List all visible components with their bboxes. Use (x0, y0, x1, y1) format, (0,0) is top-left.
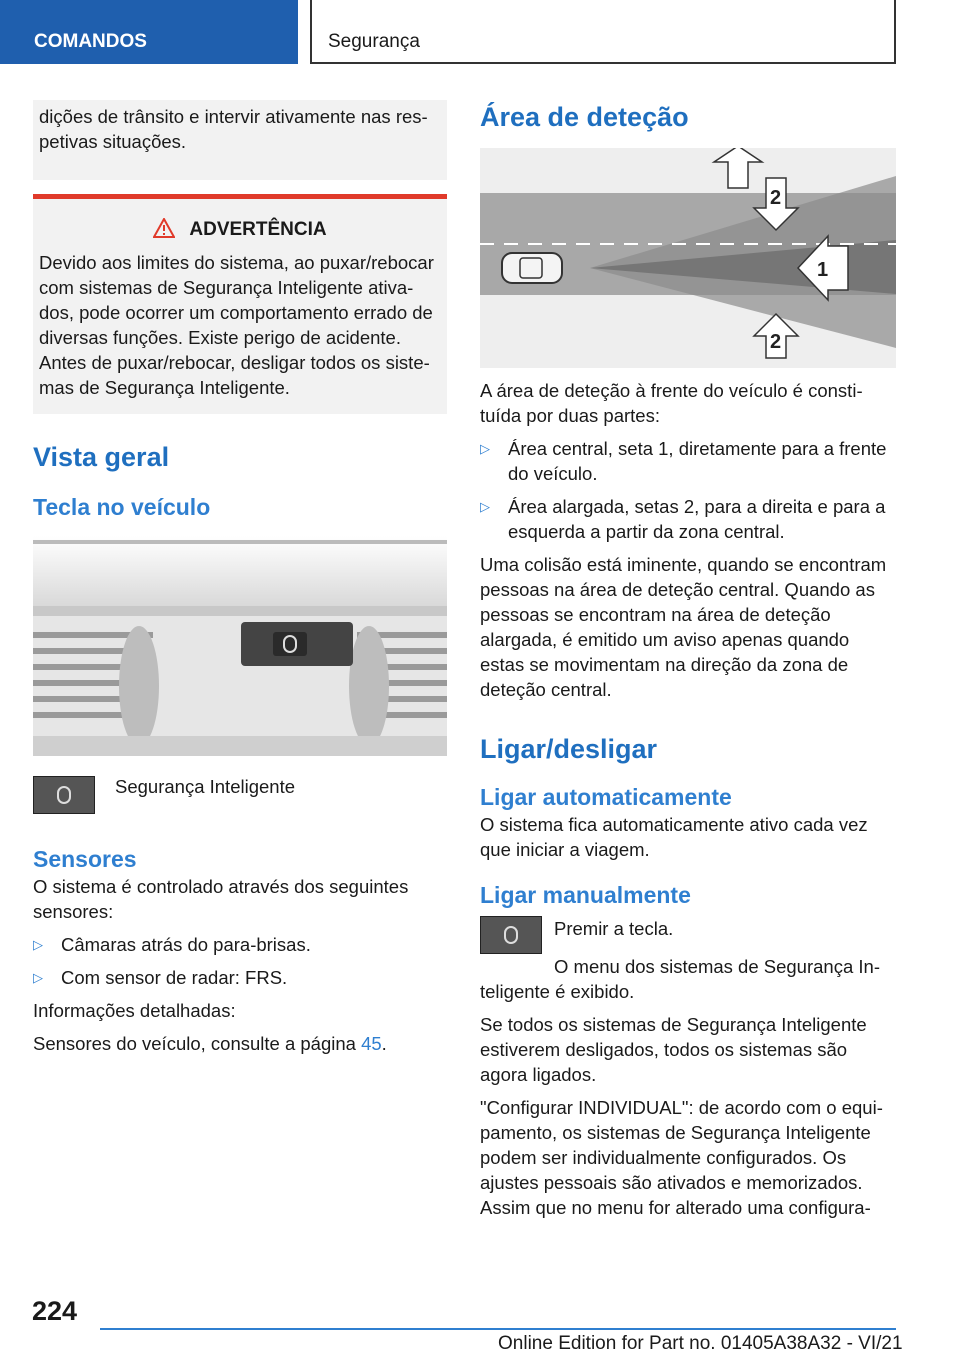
subheading-manual: Ligar manualmente (480, 882, 691, 908)
warning-title: ADVERTÊNCIA (189, 219, 327, 240)
heading-onoff: Ligar/desligar (480, 734, 658, 764)
details-reference: Sensores do veículo, consulte a página 45. (33, 1033, 387, 1054)
heading-detection: Área de deteção (480, 102, 689, 132)
button-caption: Segurança Inteligente (115, 776, 295, 797)
safety-button-icon (480, 916, 542, 954)
edition-text: Online Edition for Part no. 01405A38A32 - VI/21 (498, 1333, 903, 1354)
safety-button-icon (33, 776, 95, 814)
bullet-triangle-icon: ▷ (480, 441, 490, 456)
sensor-bullet: ▷ Câmaras atrás do para-brisas. (33, 934, 311, 955)
detection-text: Uma colisão está iminente, quando se encontram pessoas na área de deteção central. Quando as pessoas se encontram na área de deteção alargada, é emitido um aviso apenas quando estas se movimentam na direção da zona de deteção central. (480, 554, 887, 700)
left-column (33, 100, 447, 1064)
detection-bullet: ▷ Área central, seta 1, diretamente para a frente do veículo. (480, 438, 887, 484)
manual-text1: Se todos os sistemas de Segurança Inteligente estiverem desligados, todos os sistemas são agora ligados. (480, 1014, 867, 1085)
sensor-bullet: ▷ Com sensor de radar: FRS. (33, 967, 288, 988)
page-number: 224 (32, 1296, 78, 1326)
warning-triangle-icon (153, 218, 175, 246)
footer-divider (100, 1328, 896, 1330)
button-caption-row (33, 776, 447, 814)
subheading-button: Tecla no veículo (33, 494, 211, 520)
page-link[interactable]: 45 (361, 1033, 382, 1054)
manual-step1: Premir a tecla. (554, 918, 674, 939)
chapter-title: Segurança (310, 0, 896, 64)
heading-overview: Vista geral (33, 442, 170, 472)
section-tab: COMANDOS (0, 0, 298, 64)
detection-area-diagram (480, 148, 896, 368)
subheading-sensors: Sensores (33, 846, 137, 872)
subheading-auto: Ligar automaticamente (480, 784, 732, 810)
arrow-label-2-bottom: 2 (770, 331, 782, 353)
bullet-triangle-icon: ▷ (33, 937, 43, 952)
warning-text: Devido aos limites do sistema, ao puxar/rebocar com sistemas de Segurança Inteligente ativados, pode ocorrer um comportamento errado de diversas funções. Existe perigo de acidente. Antes de puxar/rebocar, desligar todos os sistemas de Segurança Inteligente. (39, 252, 434, 398)
warning-header (39, 217, 441, 246)
arrow-label-1: 1 (817, 259, 829, 281)
manual-step-row (480, 916, 896, 954)
sensors-intro: O sistema é controlado através dos seguintes sensores: (33, 876, 409, 922)
manual-step2: O menu dos sistemas de Segurança Inteligente é exibido. (480, 956, 880, 1002)
warning-box (33, 194, 447, 414)
auto-text: O sistema fica automaticamente ativo cada vez que iniciar a viagem. (480, 814, 868, 860)
continuation-text: dições de trânsito e intervir ativamente nas respetivas situações. (39, 106, 428, 152)
manual-text2: "Configurar INDIVIDUAL": de acordo com o equipamento, os sistemas de Segurança Inteligente podem ser individualmente configurados. Os ajustes pessoais são ativados e memorizados. Assim que no menu for alterado uma configura- (480, 1097, 883, 1218)
continuation-box (33, 100, 447, 180)
arrow-label-2-top: 2 (770, 187, 782, 209)
detection-intro: A área de deteção à frente do veículo é constituída por duas partes: (480, 380, 863, 426)
dashboard-photo (33, 536, 447, 756)
right-column (480, 100, 896, 1228)
detection-bullet: ▷ Área alargada, setas 2, para a direita e para a esquerda a partir da zona central. (480, 496, 886, 542)
bullet-triangle-icon: ▷ (33, 970, 43, 985)
details-label: Informações detalhadas: (33, 1000, 236, 1021)
bullet-triangle-icon: ▷ (480, 499, 490, 514)
